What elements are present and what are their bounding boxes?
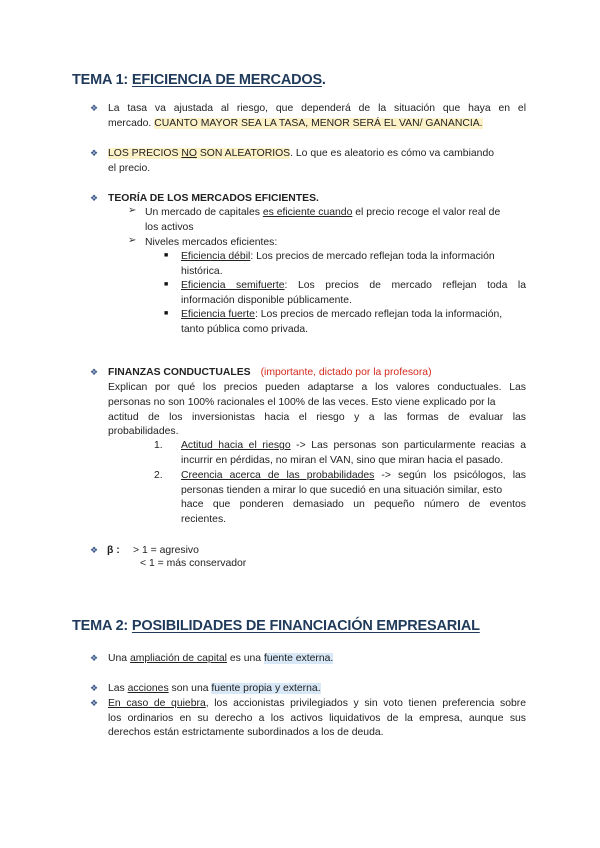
paragraph-line: Eficiencia débil: Los precios de mercado reflejan toda la información (181, 251, 495, 262)
arrow-bullet-icon: ➢ (128, 205, 137, 216)
paragraph-line: mercado. CUANTO MAYOR SEA LA TASA, MENOR SERÁ EL VAN/ GANANCIA. (108, 118, 483, 129)
diamond-bullet-icon: ❖ (90, 193, 99, 203)
section-subtitle: TEORÍA DE LOS MERCADOS EFICIENTES. (108, 193, 319, 204)
list-number: 2. (154, 470, 163, 481)
paragraph-line: los activos (145, 222, 194, 233)
paragraph-line: Eficiencia semifuerte: Los precios de mercado reflejan toda la (181, 280, 526, 291)
paragraph-line: los ordinarios en su derecho a los activos liquidativos de la empresa, aunque sus (108, 713, 526, 724)
diamond-bullet-icon: ❖ (90, 545, 99, 555)
beta-symbol: β : (107, 545, 120, 556)
paragraph-line: En caso de quiebra, los accionistas privilegiados y sin voto tienen preferencia sobre (108, 698, 526, 709)
paragraph-line: actitud de los inversionistas hacia el riesgo y a las formas de evaluar las (108, 412, 526, 423)
tema1-title: EFICIENCIA DE MERCADOS (131, 72, 322, 88)
paragraph-line: derechos están estrictamente subordinados a los de deuda. (108, 727, 384, 738)
paragraph-line: recientes. (181, 514, 227, 525)
paragraph-line: histórica. (181, 266, 223, 277)
diamond-bullet-icon: ❖ (90, 653, 99, 663)
paragraph-line: Niveles mercados eficientes: (145, 237, 278, 248)
paragraph-line: Las acciones son una fuente propia y externa. (108, 683, 321, 694)
list-number: 1. (154, 440, 163, 451)
paragraph-line: Un mercado de capitales es eficiente cuando el precio recoge el valor real de (145, 207, 501, 218)
tema2-heading: TEMA 2: POSIBILIDADES DE FINANCIACIÓN EMPRESARIAL (72, 618, 480, 634)
paragraph-line: incurrir en pérdidas, no miran el VAN, sino que miran hacia el pasado. (181, 455, 504, 466)
highlighted-text: fuente externa. (263, 653, 334, 664)
paragraph-line: hace que ponderen demasiado un pequeño número de eventos (181, 499, 526, 510)
diamond-bullet-icon: ❖ (90, 148, 99, 158)
paragraph-line: probabilidades. (108, 426, 179, 437)
paragraph-line: Actitud hacia el riesgo -> Las personas son particularmente reacias a (181, 440, 527, 451)
arrow-bullet-icon: ➢ (128, 235, 137, 246)
paragraph-line: Una ampliación de capital es una fuente externa. (108, 653, 334, 664)
paragraph-line: LOS PRECIOS NO SON ALEATORIOS. Lo que es aleatorio es cómo va cambiando (108, 148, 495, 159)
square-bullet-icon: ■ (164, 310, 169, 317)
paragraph-line: personas tienden a mirar lo que sucedió en una situación similar, esto (181, 485, 503, 496)
highlighted-text: CUANTO MAYOR SEA LA TASA, MENOR SERÁ EL VAN/ GANANCIA. (154, 118, 483, 129)
paragraph-line: Eficiencia fuerte: Los precios de mercado reflejan toda la información, (181, 309, 503, 320)
diamond-bullet-icon: ❖ (90, 367, 99, 377)
paragraph-line: información disponible públicamente. (181, 295, 352, 306)
paragraph-line: el precio. (108, 163, 151, 174)
paragraph-line: < 1 = más conservador (140, 558, 247, 569)
note-text: (importante, dictado por la profesora) (260, 367, 432, 378)
square-bullet-icon: ■ (164, 252, 169, 259)
diamond-bullet-icon: ❖ (90, 698, 99, 708)
diamond-bullet-icon: ❖ (90, 103, 99, 113)
tema2-title: POSIBILIDADES DE FINANCIACIÓN EMPRESARIAL (131, 618, 480, 634)
highlighted-text: fuente propia y externa. (211, 683, 321, 694)
paragraph-line: La tasa va ajustada al riesgo, que dependerá de la situación que haya en el (108, 103, 526, 114)
section-subtitle: FINANZAS CONDUCTUALES (importante, dictado por la profesora) (108, 367, 432, 378)
paragraph-line: personas no son 100% racionales el 100% de las veces. Esto viene explicado por la (108, 397, 496, 408)
paragraph-line: > 1 = agresivo (133, 545, 199, 556)
highlighted-text: LOS PRECIOS NO SON ALEATORIOS (108, 148, 291, 159)
paragraph-line: Explican por qué los precios pueden adaptarse a los valores conductuales. Las (108, 382, 526, 393)
square-bullet-icon: ■ (164, 281, 169, 288)
tema1-heading: TEMA 1: EFICIENCIA DE MERCADOS. (72, 72, 326, 88)
diamond-bullet-icon: ❖ (90, 683, 99, 693)
paragraph-line: tanto pública como privada. (181, 324, 309, 335)
paragraph-line: Creencia acerca de las probabilidades -> según los psicólogos, las (181, 470, 527, 481)
